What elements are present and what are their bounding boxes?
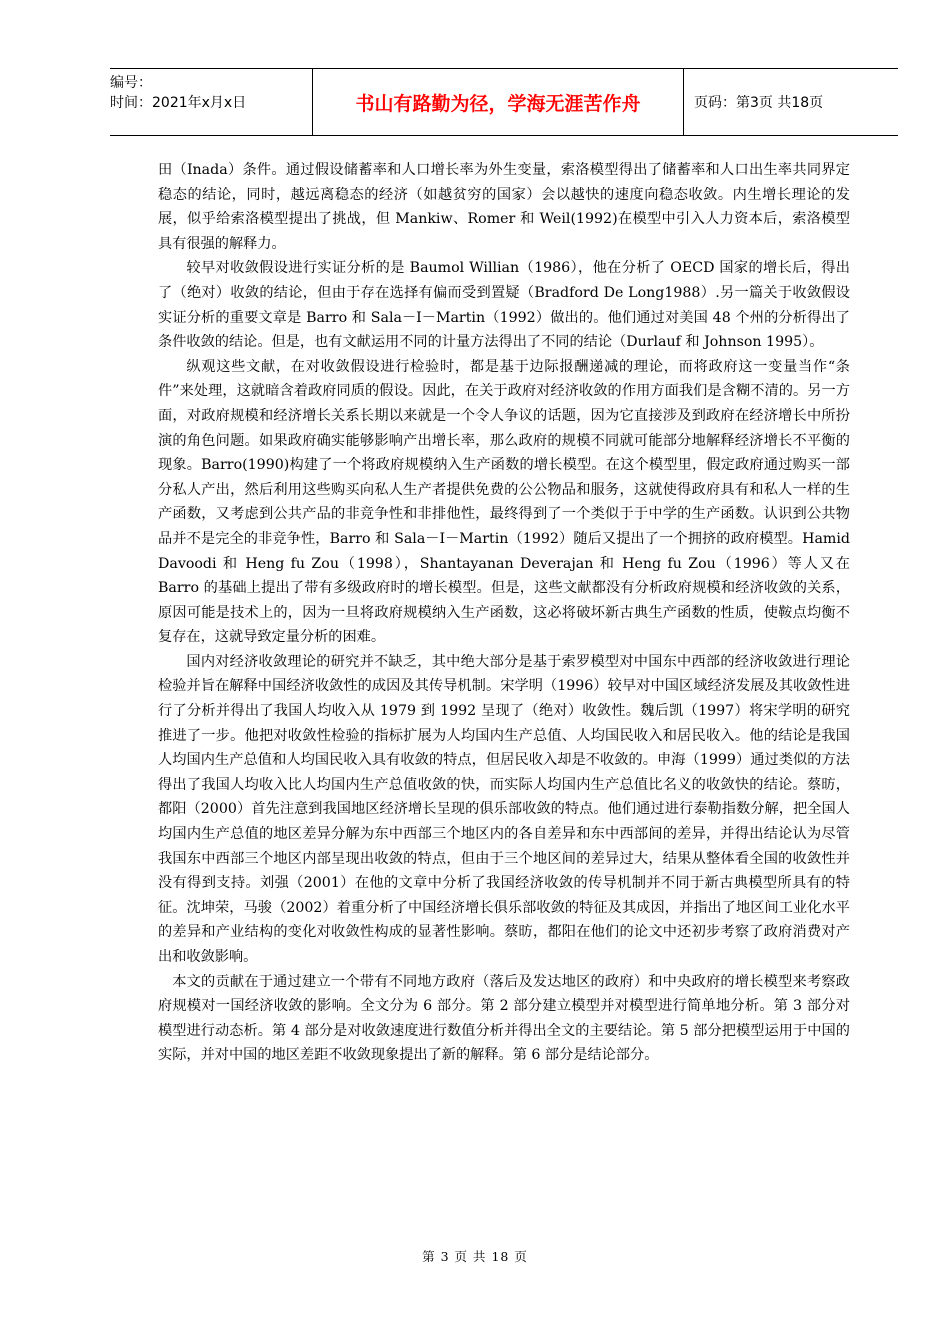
paragraph-4: 国内对经济收敛理论的研究并不缺乏，其中绝大部分是基于索罗模型对中国东中西部的经济收敛进行理论检验并旨在解释中国经济收敛性的成因及其传导机制。宋学明（1996）较早对中国区域经济发展及其收敛性进行了分析并得出了我国人均收入从 1979 到 1992 呈现了（绝对）收敛性。魏后凯（1997）将宋学明的研究推进了一步。他把对收敛性检验的指标扩展为人均国内生产总值、人均国民收入和居民收入。他的结论是我国人均国内生产总值和人均国民收入具有收敛的特点，但居民收入却是不收敛的。申海（1999）通过类似的方法得出了我国人均收入比人均国内生产总值收敛的快，而实际人均国内生产总值比名义的收敛快的结论。蔡昉，都阳（2000）首先注意到我国地区经济增长呈现的俱乐部收敛的特点。他们通过进行泰勒指数分解，把全国人均国内生产总值的地区差异分解为东中西部三个地区内的各自差异和东中西部间的差异，并得出结论认为尽管我国东中西部三个地区内部呈现出收敛的特点，但由于三个地区间的差异过大，结果从整体看全国的收敛性并没有得到支持。刘强（2001）在他的文章中分析了我国经济收敛的传导机制并不同于新古典模型所具有的特征。沈坤荣，马骏（2002）着重分析了中国经济增长俱乐部收敛的特征及其成因，并指出了地区间工业化水平的差异和产业结构的变化对收敛性构成的显著性影响。蔡昉，都阳在他们的论文中还初步考察了政府消费对产出和收敛影响。 <box>158 653 850 965</box>
page-footer: 第 3 页 共 18 页 <box>422 1249 528 1264</box>
header-meta <box>110 69 312 135</box>
paragraph-3: 纵观这些文献，在对收敛假设进行检验时，都是基于边际报酬递减的理论，而将政府这一变量当作“条件”来处理，这就暗含着政府同质的假设。因此，在关于政府对经济收敛的作用方面我们是含糊不清的。另一方面，对政府规模和经济增长关系长期以来就是一个令人争议的话题，因为它直接涉及到政府在经济增长中所扮演的角色问题。如果政府确实能够影响产出增长率，那么政府的规模不同就可能部分地解释经济增长不平衡的现象。Barro(1990)构建了一个将政府规模纳入生产函数的增长模型。在这个模型里，假定政府通过购买一部分私人产出，然后利用这些购买向私人生产者提供免费的公公物品和服务，这就使得政府具有和私人一样的生产函数，又考虑到公共产品的非竞争性和非排他性，最终得到了一个类似于于中学的生产函数。认识到公共物品并不是完全的非竞争性，Barro 和 Sala－I－Martin（1992）随后又提出了一个拥挤的政府模型。Hamid Davoodi 和 Heng fu Zou（1998），Shantayanan Deverajan 和 Heng fu Zou（1996）等人又在 Barro 的基础上提出了带有多级政府时的增长模型。但是，这些文献都没有分析政府规模和经济收敛的关系，原因可能是技术上的，因为一旦将政府规模纳入生产函数，这必将破坏新古典生产函数的性质，使鞍点均衡不复存在，这就导致定量分析的困难。 <box>158 358 850 646</box>
paragraph-5: 本文的贡献在于通过建立一个带有不同地方政府（落后及发达地区的政府）和中央政府的增长模型来考察政府规模对一国经济收敛的影响。全文分为 6 部分。第 2 部分建立模型并对模型进行简单地分析。第 3 部分对模型进行动态析。第 4 部分是对收敛速度进行数值分析并得出全文的主要结论。第 5 部分把模型运用于中国的实际，并对中国的地区差距不收敛现象提出了新的解释。第 6 部分是结论部分。 <box>158 973 850 1064</box>
time-label: 时间：2021年x月x日 <box>110 95 247 111</box>
header-motto: 书山有路勤为径，学海无涯苦作舟 <box>312 69 684 135</box>
paragraph-1: 田（Inada）条件。通过假设储蓄率和人口增长率为外生变量，索洛模型得出了储蓄率和人口出生率共同界定稳态的结论，同时，越远离稳态的经济（如越贫穷的国家）会以越快的速度向稳态收敛。内生增长理论的发展，似乎给索洛模型提出了挑战，但 Mankiw、Romer 和 Weil(1992)在模型中引入人力资本后，索洛模型具有很强的解释力。 <box>158 162 850 252</box>
number-label: 编号： <box>110 75 152 91</box>
page-header <box>110 68 898 136</box>
header-page-info: 页码：第3页 共18页 <box>694 95 824 111</box>
paragraph-2: 较早对收敛假设进行实证分析的是 Baumol Willian（1986），他在分析了 OECD 国家的增长后，得出了（绝对）收敛的结论，但由于存在选择有偏而受到置疑（Bradford De Long1988）.另一篇关于收敛假设实证分析的重要文章是 Barro 和 Sala－I－Martin（1992）做出的。他们通过对美国 48 个州的分析得出了条件收敛的结论。但是，也有文献运用不同的计量方法得出了不同的结论（Durlauf 和 Johnson 1995）。 <box>158 260 850 351</box>
body-text <box>158 158 850 1068</box>
